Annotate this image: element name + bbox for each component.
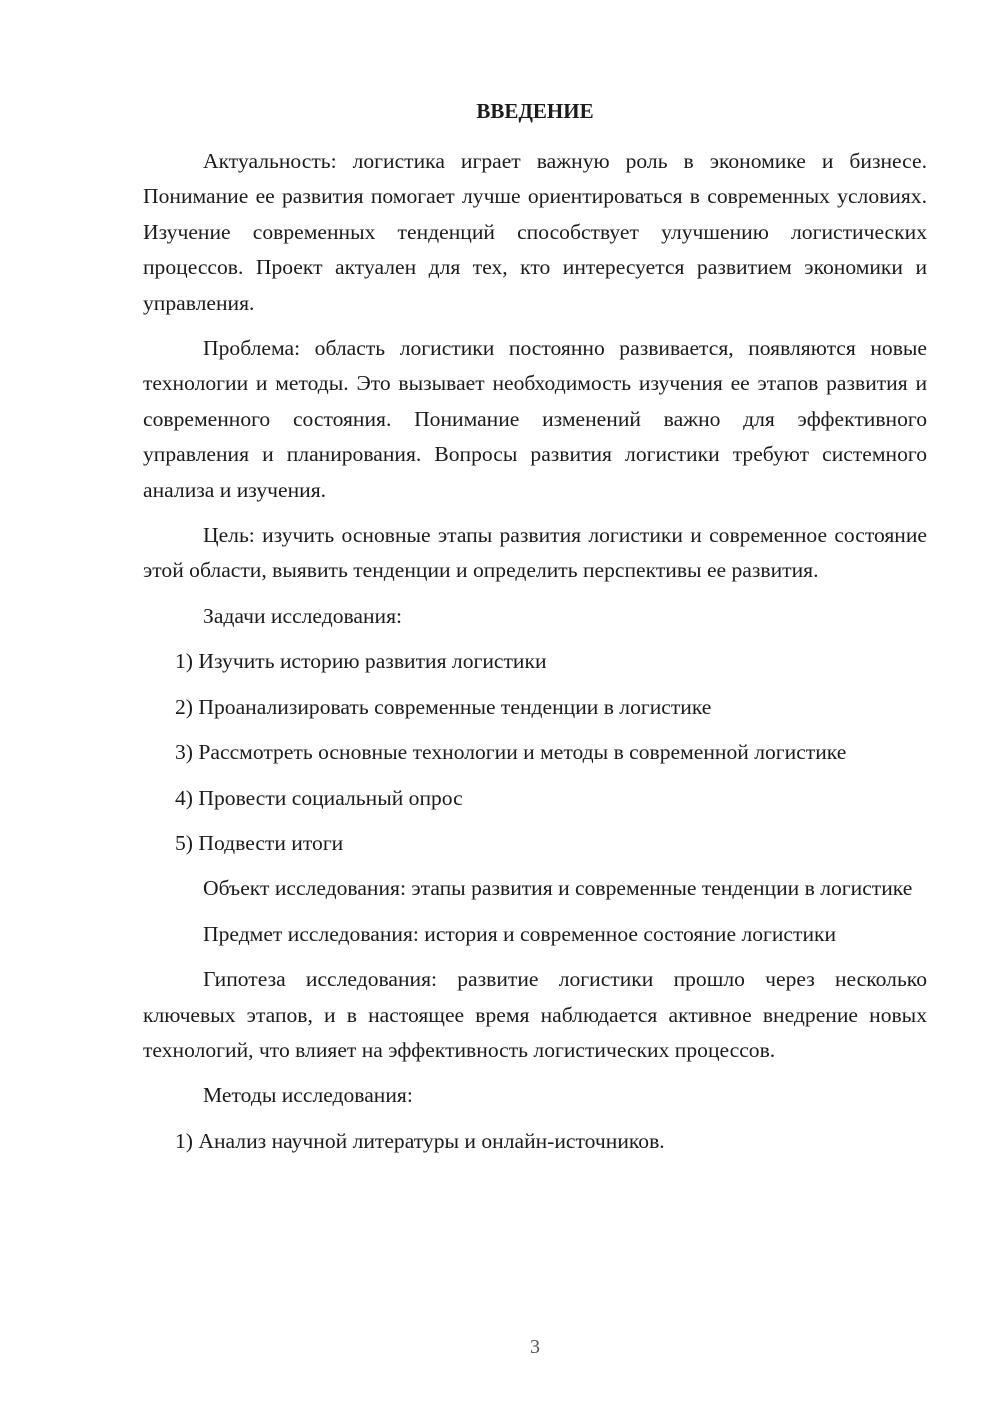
paragraph-relevance: Актуальность: логистика играет важную роль в экономике и бизнесе. Понимание ее развития помогает лучше ориентироваться в современных условиях. Изучение современных тенденций способствует улучшению логистических процессов. Проект актуален для тех, кто интересуется развитием экономики и управления. <box>143 149 927 315</box>
list-item-task-4: 4) Провести социальный опрос <box>175 785 463 810</box>
list-item-task-5: 5) Подвести итоги <box>175 830 344 855</box>
list-item-task-2: 2) Проанализировать современные тенденции в логистике <box>175 694 712 719</box>
document-page <box>143 0 927 1414</box>
paragraph-methods-heading: Методы исследования: <box>203 1083 413 1108</box>
document-body <box>143 144 927 1169</box>
paragraph-goal: Цель: изучить основные этапы развития логистики и современное состояние этой области, выявить тенденции и определить перспективы ее развития. <box>143 523 927 583</box>
page-number: 3 <box>530 1336 540 1358</box>
paragraph-problem: Проблема: область логистики постоянно развивается, появляются новые технологии и методы. Это вызывает необходимость изучения ее этапов развития и современного состояния. Понимание изменений важно для эффективного управления и планирования. Вопросы развития логистики требуют системного анализа и изучения. <box>143 336 927 502</box>
list-item-task-3: 3) Рассмотреть основные технологии и методы в современной логистике <box>175 740 847 765</box>
section-title: ВВЕДЕНИЕ <box>476 99 594 123</box>
list-item-method-1: 1) Анализ научной литературы и онлайн-источников. <box>175 1128 665 1153</box>
list-item-task-1: 1) Изучить историю развития логистики <box>175 649 547 674</box>
paragraph-subject: Предмет исследования: история и современное состояние логистики <box>203 921 837 946</box>
paragraph-tasks-heading: Задачи исследования: <box>203 603 403 628</box>
paragraph-hypothesis: Гипотеза исследования: развитие логистики прошло через несколько ключевых этапов, и в настоящее время наблюдается активное внедрение новых технологий, что влияет на эффективность логистических процессов. <box>143 967 927 1062</box>
paragraph-object: Объект исследования: этапы развития и современные тенденции в логистике <box>203 876 913 901</box>
